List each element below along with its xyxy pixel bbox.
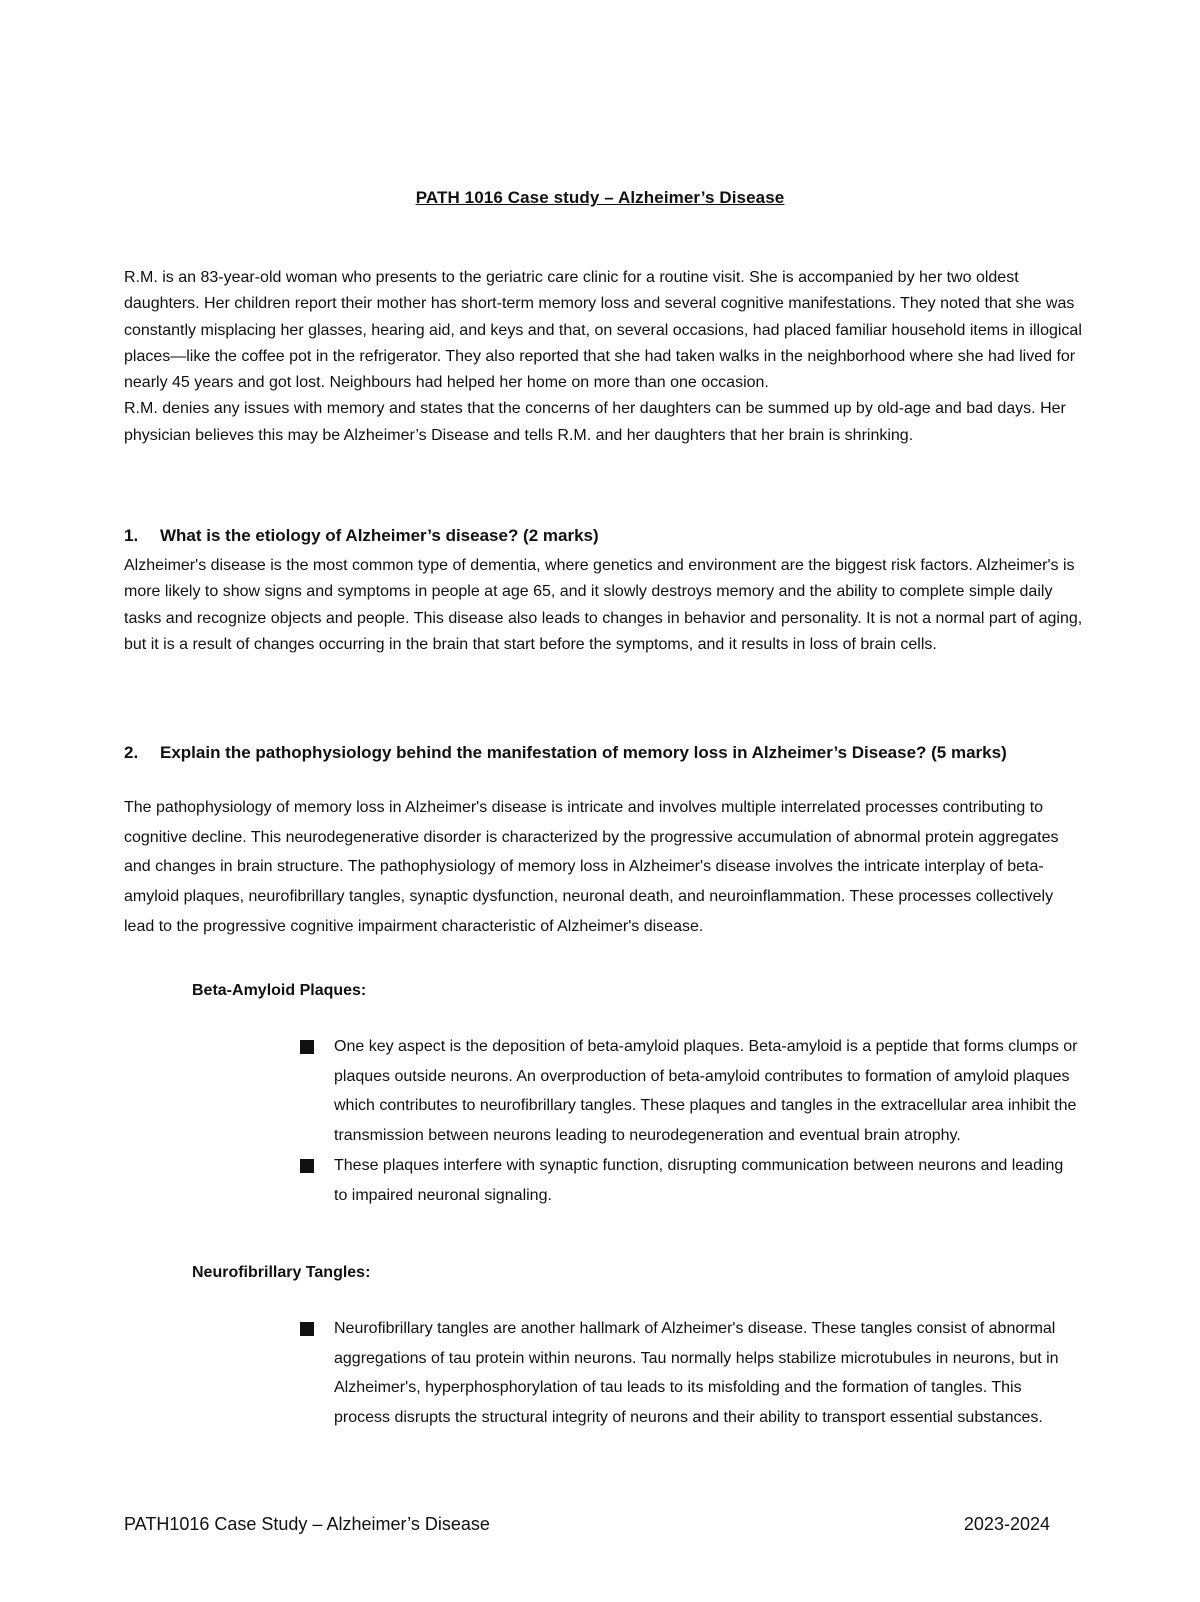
bullet-text: Neurofibrillary tangles are another hallmark of Alzheimer's disease. These tangles consist of abnormal aggregations of tau protein within neurons. Tau normally helps stabilize microtubules in neurons, but in Alzheimer's, hyperphosphorylation of tau leads to its misfolding and the formation of tangles. This process disrupts the structural integrity of neurons and their ability to transport essential substances. [334,1320,1059,1427]
intro-paragraph-1: R.M. is an 83-year-old woman who presents to the geriatric care clinic for a routine visit. She is accompanied by her two oldest daughters. Her children report their mother has short-term memory loss and several cognitive manifestations. They noted that she was constantly misplacing her glasses, hearing aid, and keys and that, on several occasions, had placed familiar household items in illogical places—like the coffee pot in the refrigerator. They also reported that she had taken walks in the neighborhood where she had lived for nearly 45 years and got lost. Neighbours had helped her home on more than one occasion. [124,269,1082,392]
beta-amyloid-bullet-list [300,1032,1080,1210]
square-bullet-icon [300,1322,314,1336]
question-2-text: Explain the pathophysiology behind the manifestation of memory loss in Alzheimer’s Disease? (5 marks) [160,743,1007,762]
case-intro [124,265,1084,449]
question-1-number: 1. [124,526,139,545]
neurofibrillary-bullet-list [300,1314,1080,1433]
question-2-number: 2. [124,743,139,762]
section-heading-neurofibrillary: Neurofibrillary Tangles: [192,1264,371,1281]
square-bullet-icon [300,1040,314,1054]
list-item [300,1314,1080,1433]
page-footer [124,1514,1050,1535]
question-2-answer: The pathophysiology of memory loss in Alzheimer's disease is intricate and involves multiple interrelated processes contributing to cognitive decline. This neurodegenerative disorder is characterized by the progressive accumulation of abnormal protein aggregates and changes in brain structure. The pathophysiology of memory loss in Alzheimer's disease involves the intricate interplay of beta-amyloid plaques, neurofibrillary tangles, synaptic dysfunction, neuronal death, and neuroinflammation. These processes collectively lead to the progressive cognitive impairment characteristic of Alzheimer's disease. [124,799,1059,935]
bullet-text: These plaques interfere with synaptic function, disrupting communication between neurons and leading to impaired neuronal signaling. [334,1156,1064,1204]
question-1-answer: Alzheimer's disease is the most common type of dementia, where genetics and environment are the biggest risk factors. Alzheimer's is more likely to show signs and symptoms in people at age 65, and it slowly destroys memory and the ability to complete simple daily tasks and recognize objects and people. This disease also leads to changes in behavior and personality. It is not a normal part of aging, but it is a result of changes occurring in the brain that start before the symptoms, and it results in loss of brain cells. [124,557,1083,653]
question-1-heading [124,526,599,546]
section-heading-beta-amyloid: Beta-Amyloid Plaques: [192,982,367,999]
bullet-text: One key aspect is the deposition of beta-amyloid plaques. Beta-amyloid is a peptide that forms clumps or plaques outside neurons. An overproduction of beta-amyloid contributes to formation of amyloid plaques which contributes to neurofibrillary tangles. These plaques and tangles in the extracellular area inhibit the transmission between neurons leading to neurodegeneration and eventual brain atrophy. [334,1038,1078,1145]
list-item [300,1032,1080,1151]
square-bullet-icon [300,1159,314,1173]
footer-right: 2023-2024 [963,1514,1050,1534]
question-2-heading [124,740,1060,766]
footer-left: PATH1016 Case Study – Alzheimer’s Disease [124,1514,490,1534]
list-item [300,1151,1080,1210]
page-title: PATH 1016 Case study – Alzheimer’s Disease [415,188,785,207]
intro-paragraph-2: R.M. denies any issues with memory and states that the concerns of her daughters can be summed up by old-age and bad days. Her physician believes this may be Alzheimer’s Disease and tells R.M. and her daughters that her brain is shrinking. [124,400,1066,444]
question-1-text: What is the etiology of Alzheimer’s disease? (2 marks) [160,526,599,545]
